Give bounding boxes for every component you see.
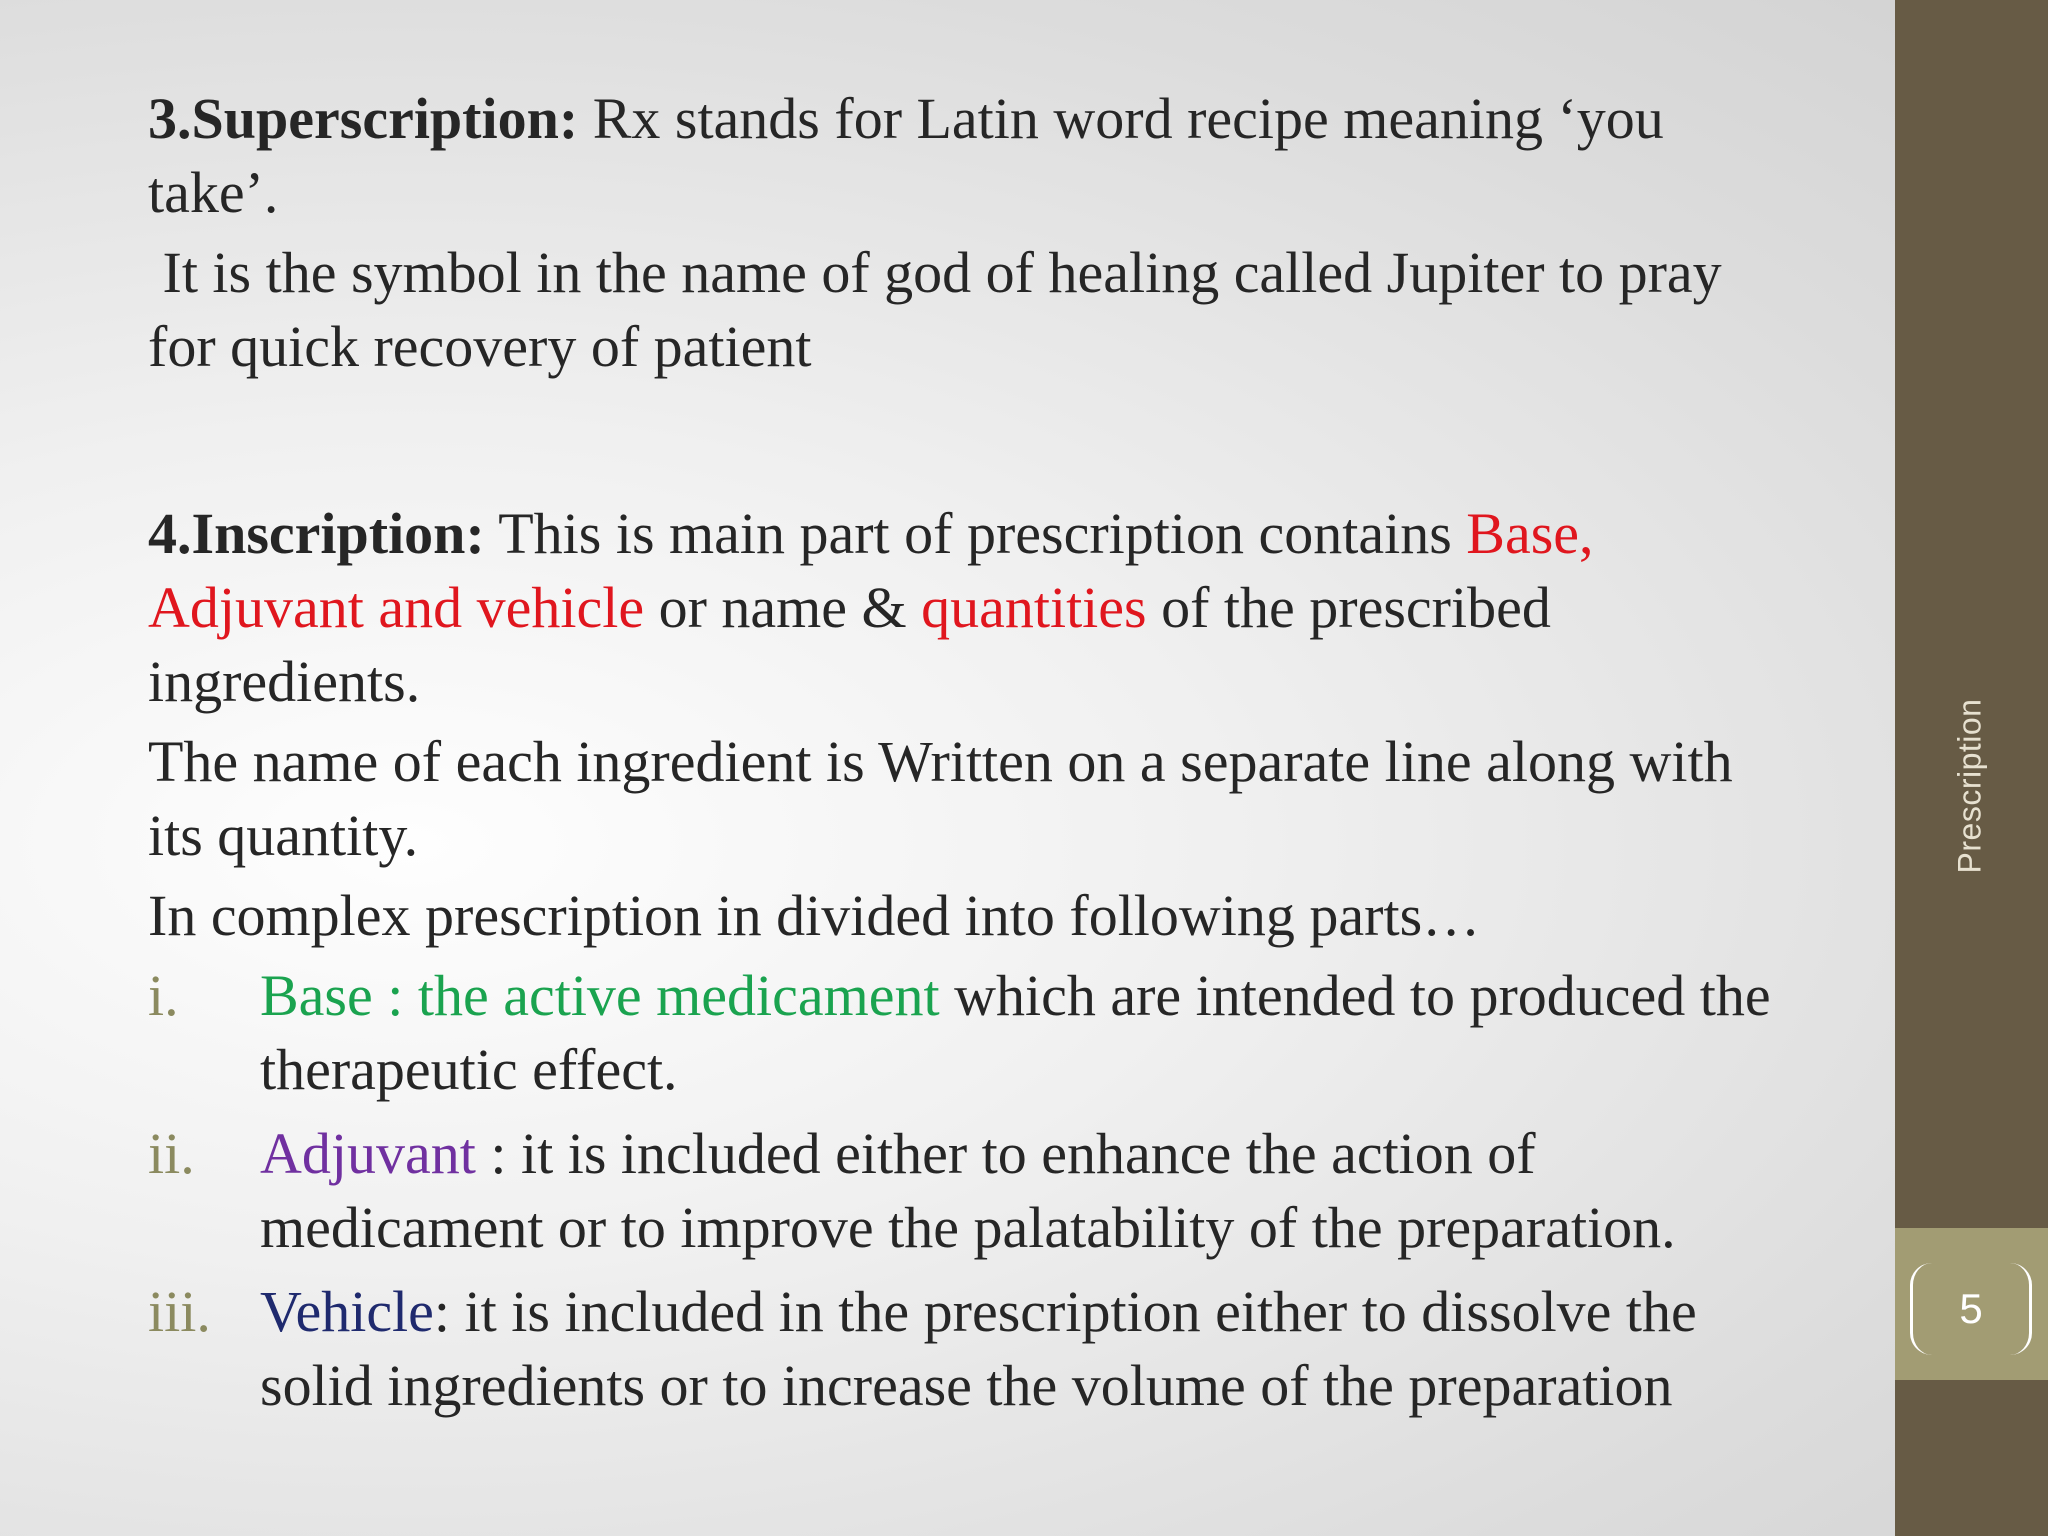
superscription-paragraph [148, 82, 1798, 230]
inscription-paragraph [148, 497, 1798, 719]
inscription-highlight-quantities: quantities [921, 575, 1147, 640]
inscription-heading: 4.Inscription: [148, 501, 485, 566]
section-gap [148, 384, 1798, 497]
parts-list [148, 959, 1798, 1423]
inscription-text-c: of the prescribed ingredients. [148, 575, 1551, 714]
list-item-vehicle [148, 1275, 1798, 1423]
inscription-highlight-components: Base, Adjuvant and vehicle [148, 501, 1594, 640]
superscription-symbol-paragraph: It is the symbol in the name of god of healing called Jupiter to pray for quick recovery of patient [148, 240, 1737, 379]
list-marker: iii. [148, 1279, 211, 1344]
list-marker: i. [148, 963, 179, 1028]
superscription-text: Rx stands for Latin word recipe meaning ‘you take’. [148, 86, 1664, 225]
list-marker: ii. [148, 1121, 195, 1186]
list-term-adjuvant: Adjuvant [260, 1121, 476, 1186]
list-desc-adjuvant: : it is included either to enhance the action of medicament or to improve the palatability of the preparation. [260, 1121, 1676, 1260]
superscription-heading: 3.Superscription: [148, 86, 579, 151]
list-desc-vehicle: : it is included in the prescription either to dissolve the solid ingredients or to increase the volume of the preparation [260, 1279, 1697, 1418]
list-term-base: Base : the active medicament [260, 963, 940, 1028]
sidebar-title: Prescription [1951, 698, 1988, 874]
page-number: 5 [1959, 1285, 1983, 1332]
slide-content [148, 82, 1798, 1433]
list-item-base [148, 959, 1798, 1107]
complex-prescription-paragraph: In complex prescription in divided into following parts… [148, 883, 1481, 948]
inscription-text-a: This is main part of prescription contains [484, 501, 1467, 566]
inscription-text-b: or name & [644, 575, 922, 640]
list-term-vehicle: Vehicle [260, 1279, 434, 1344]
ingredient-line-paragraph: The name of each ingredient is Written on a separate line along with its quantity. [148, 729, 1733, 868]
list-desc-base: which are intended to produced the therapeutic effect. [260, 963, 1771, 1102]
list-item-adjuvant [148, 1117, 1798, 1265]
